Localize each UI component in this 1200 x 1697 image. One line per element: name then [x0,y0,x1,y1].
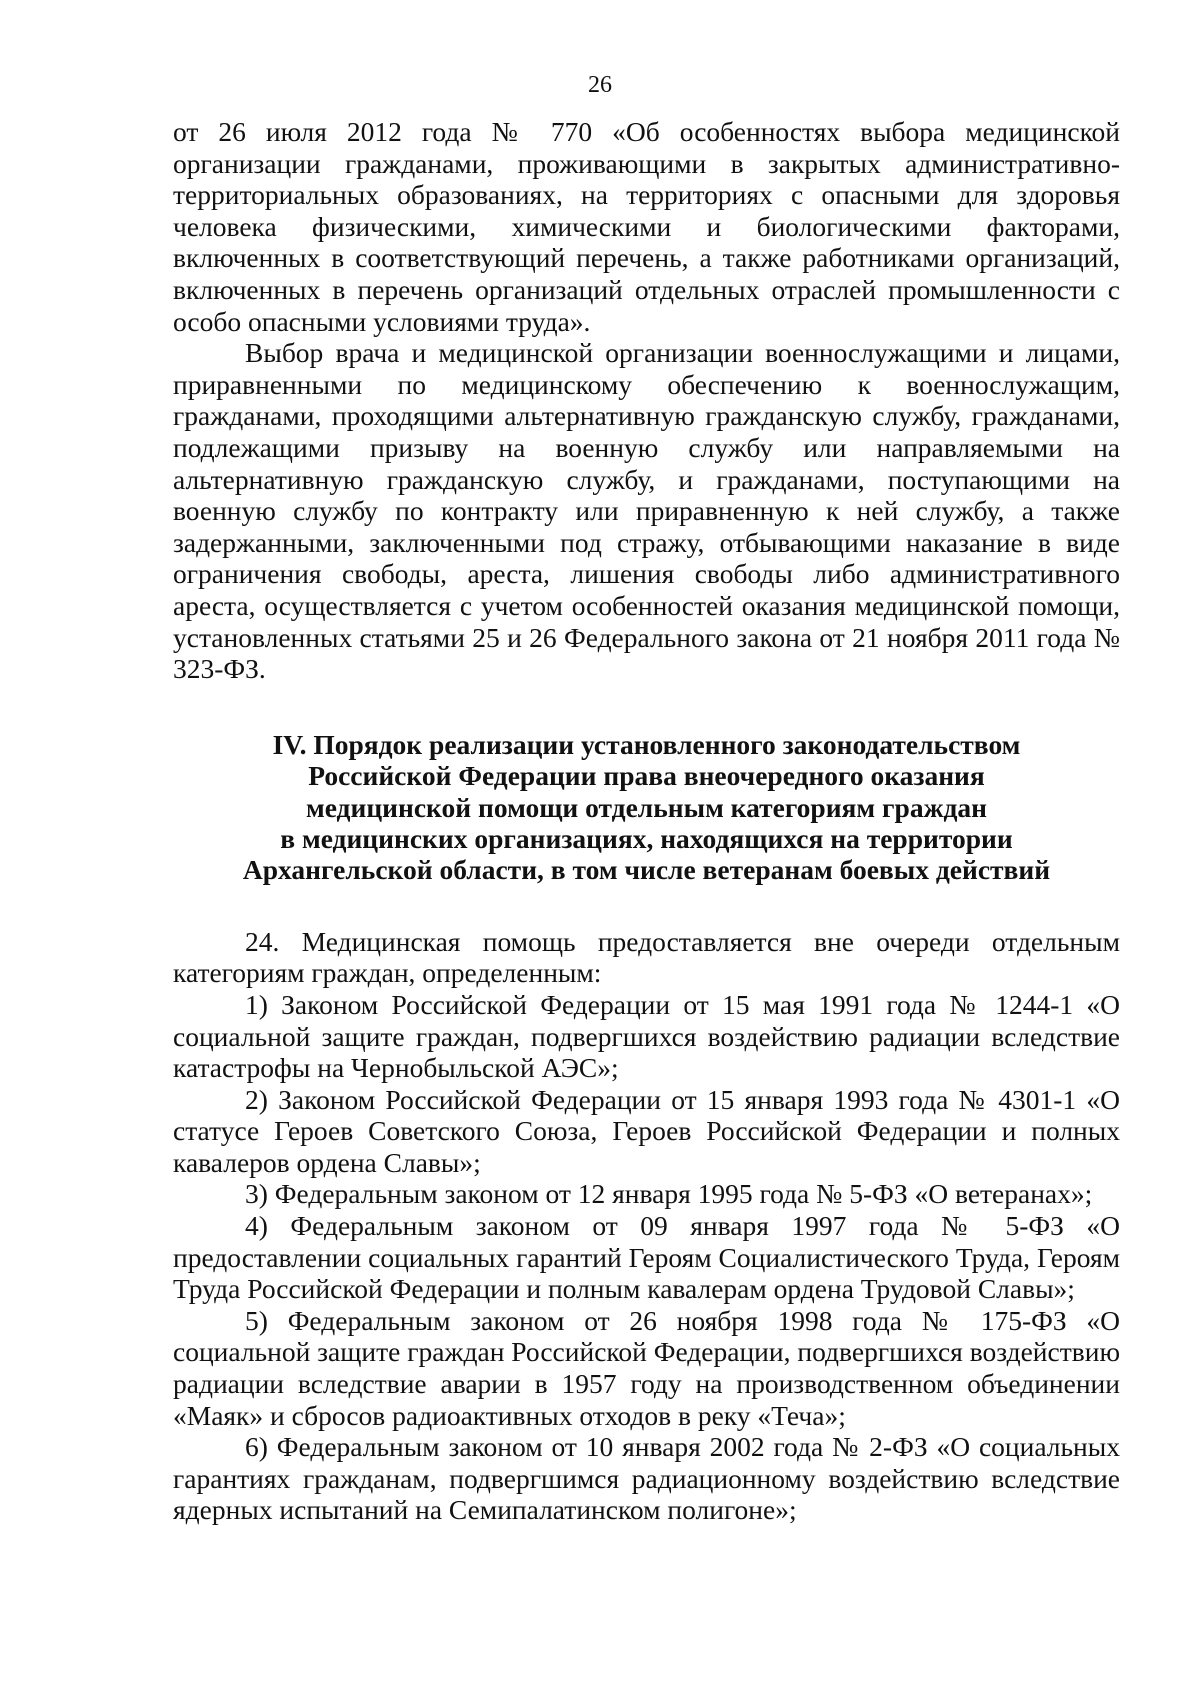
list-item-5: 5) Федеральным законом от 26 ноября 1998 года № 175-ФЗ «О социальной защите граждан Российской Федерации, подвергшихся воздействию радиации вследствие аварии в 1957 году на производственном объединении «Маяк» и сбросов радиоактивных отходов в реку «Теча»; [173,1304,1120,1431]
paragraph-doctor-choice-military: Выбор врача и медицинской организации военнослужащими и лицами, приравненными по медицинскому обеспечению к военнослужащим, гражданами, проходящими альтернативную гражданскую службу, гражданами, подлежащими призыву на военную службу или направляемыми на альтернативную гражданскую службу, и гражданами, поступающими на военную службу по контракту или приравненную к ней службу, а также задержанными, заключенными под стражу, отбывающими наказание в виде ограничения свободы, ареста, лишения свободы либо административного ареста, осуществляется с учетом особенностей оказания медицинской помощи, установленных статьями 25 и 26 Федерального закона от 21 ноября 2011 года № 323-ФЗ. [173,337,1120,685]
section-heading [173,729,1120,886]
list-item-1: 1) Законом Российской Федерации от 15 мая 1991 года № 1244-1 «О социальной защите граждан, подвергшихся воздействию радиации вследствие катастрофы на Чернобыльской АЭС»; [173,988,1120,1084]
section-heading-line: медицинской помощи отдельным категориям граждан [305,791,988,823]
clause-24: 24. Медицинская помощь предоставляется вне очереди отдельным категориям граждан, определенным: [173,925,1120,989]
list-item-3: 3) Федеральным законом от 12 января 1995 года № 5-ФЗ «О ветеранах»; [245,1178,1093,1210]
list-item-4: 4) Федеральным законом от 09 января 1997 года № 5-ФЗ «О предоставлении социальных гарантий Героям Социалистического Труда, Героям Труда Российской Федерации и полным кавалерам ордена Трудовой Славы»; [173,1210,1120,1305]
section-heading-line: в медицинских организациях, находящихся на территории [280,822,1013,854]
page-number: 26 [588,72,612,98]
section-heading-line: IV. Порядок реализации установленного законодательством [272,728,1021,760]
section-heading-line: Российской Федерации права внеочередного оказания [308,760,985,792]
paragraph-continuation: от 26 июля 2012 года № 770 «Об особенностях выбора медицинской организации гражданами, проживающими в закрытых административно-территориальных образованиях, на территориях с опасными для здоровья человека физическими, химическими и биологическими факторами, включенных в соответствующий перечень, а также работниками организаций, включенных в перечень организаций отдельных отраслей промышленности с особо опасными условиями труда». [173,116,1120,337]
document-body [173,116,1120,1526]
section-heading-line: Архангельской области, в том числе ветеранам боевых действий [242,854,1051,886]
list-item-2: 2) Законом Российской Федерации от 15 января 1993 года № 4301-1 «О статусе Героев Советского Союза, Героев Российской Федерации и полных кавалеров ордена Славы»; [173,1083,1120,1178]
list-item-6: 6) Федеральным законом от 10 января 2002 года № 2-ФЗ «О социальных гарантиях гражданам, подвергшимся радиационному воздействию вследствие ядерных испытаний на Семипалатинском полигоне»; [173,1431,1120,1526]
